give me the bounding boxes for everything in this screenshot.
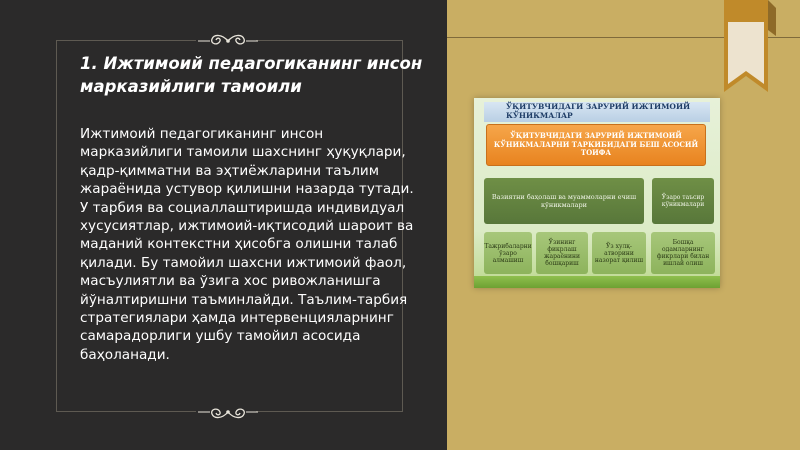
frame-top-left-line <box>56 40 196 41</box>
frame-bottom-right-line <box>256 411 402 412</box>
diagram-small-box: Тажрибаларни ўзаро алмашиш <box>484 232 532 274</box>
frame-top-right-line <box>256 40 402 41</box>
flourish-ornament-icon <box>196 403 260 421</box>
diagram-header: ЎҚИТУВЧИДАГИ ЗАРУРИЙ ИЖТИМОИЙ КЎНИКМАЛАР <box>484 102 710 122</box>
diagram-small-box: Ўз хулқ-атворини назорат қилиш <box>592 232 646 274</box>
flourish-ornament-icon <box>196 32 260 50</box>
slide-body-text: Ижтимоий педагогиканинг инсон марказийлиги тамоили шахснинг ҳуқуқлари, қадр-қимматни ва эҳтиёжларини таълим жараёнида устувор қилишни назарда тутади. У тарбия ва социаллаштиришда индивидуал хусусиятлар, ижтимоий-иқтисодий шароит ва маданий контекстни ҳисобга олишни талаб қилади. Бу тамойил шахсни ижтимоий фаол, масъулиятли ва ўзига хос ривожланишга йўналтиришни таъминлайди. Таълим-тарбия стратегиялари ҳамда интервенцияларнинг самарадорлиги ушбу тамойил асосида баҳоланади. <box>80 126 414 363</box>
diagram-mid-right-box: Ўзаро таъсир кўникмалари <box>652 178 714 224</box>
diagram-ground <box>474 276 720 288</box>
frame-left-line <box>56 40 57 412</box>
slide-title: 1. Ижтимоий педагогиканинг инсон марказийлиги тамоили <box>80 54 423 96</box>
diagram-top-box: ЎҚИТУВЧИДАГИ ЗАРУРИЙ ИЖТИМОИЙ КЎНИКМАЛАРНИ ТАРКИБИДАГИ БЕШ АСОСИЙ ТОИФА <box>486 124 706 166</box>
diagram-small-box: Ўзининг фикрлаш жараёнини бошқариш <box>536 232 588 274</box>
diagram-small-box: Бошқа одамларнинг фикрлари билан ишлай олиш <box>651 232 715 274</box>
frame-bottom-left-line <box>56 411 196 412</box>
diagram-mid-left-box: Вазиятни баҳолаш ва муаммоларни ечиш кўникмалари <box>484 178 644 224</box>
bookmark-ribbon-icon <box>716 0 776 100</box>
skills-diagram-image <box>474 98 720 288</box>
